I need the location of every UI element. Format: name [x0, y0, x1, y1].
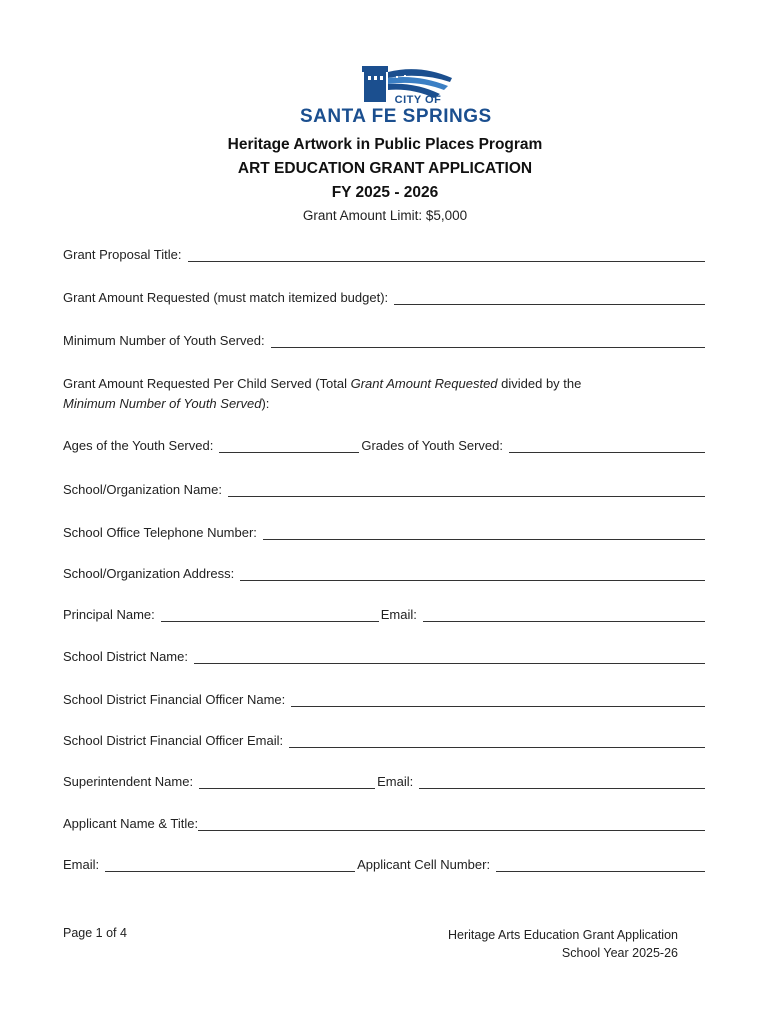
min-youth-label: Minimum Number of Youth Served: — [63, 333, 265, 348]
fin-email-blank[interactable] — [289, 733, 705, 748]
org-address-field[interactable] — [63, 564, 705, 584]
applicant-email-blank[interactable] — [105, 857, 355, 872]
ages-label: Ages of the Youth Served: — [63, 438, 214, 453]
superintendent-field[interactable] — [63, 772, 705, 792]
org-name-label: School/Organization Name: — [63, 482, 222, 497]
office-phone-blank[interactable] — [263, 525, 705, 540]
principal-email-label: Email: — [380, 607, 417, 622]
grant-limit: Grant Amount Limit: $5,000 — [302, 208, 468, 223]
logo-city-name: SANTA FE SPRINGS — [300, 106, 492, 127]
per-child-field[interactable] — [63, 374, 705, 414]
ages-blank[interactable] — [219, 438, 359, 453]
district-blank[interactable] — [194, 649, 705, 664]
fin-officer-field[interactable] — [63, 690, 705, 710]
applicant-field[interactable] — [63, 814, 705, 834]
footer-doc-info — [448, 926, 678, 962]
super-email-label: Email: — [377, 774, 414, 789]
office-phone-label: School Office Telephone Number: — [63, 525, 257, 540]
program-title: Heritage Artwork in Public Places Program — [227, 136, 543, 153]
superintendent-blank[interactable] — [199, 774, 375, 789]
superintendent-label: Superintendent Name: — [63, 774, 194, 789]
page-number: Page 1 of 4 — [63, 926, 127, 940]
principal-label: Principal Name: — [63, 607, 155, 622]
footer-school-year: School Year 2025-26 — [561, 946, 678, 960]
proposal-title-field[interactable] — [63, 245, 705, 265]
fin-officer-blank[interactable] — [291, 692, 705, 707]
grades-blank[interactable] — [509, 438, 705, 453]
applicant-label: Applicant Name & Title: — [63, 816, 199, 831]
org-name-field[interactable] — [63, 480, 705, 500]
application-title: ART EDUCATION GRANT APPLICATION — [237, 160, 533, 177]
org-address-label: School/Organization Address: — [63, 566, 235, 581]
fiscal-year: FY 2025 - 2026 — [331, 184, 439, 201]
office-phone-field[interactable] — [63, 523, 705, 543]
cell-blank[interactable] — [496, 857, 705, 872]
principal-field[interactable] — [63, 605, 705, 625]
ages-grades-field[interactable] — [63, 436, 705, 456]
proposal-title-blank[interactable] — [188, 247, 706, 262]
city-logo — [300, 64, 492, 130]
applicant-contact-field[interactable] — [63, 855, 705, 875]
applicant-blank[interactable] — [198, 816, 705, 831]
super-email-blank[interactable] — [419, 774, 705, 789]
org-address-blank[interactable] — [240, 566, 705, 581]
principal-blank[interactable] — [161, 607, 379, 622]
fin-email-label: School District Financial Officer Email: — [63, 733, 284, 748]
min-youth-field[interactable] — [63, 331, 705, 351]
per-child-line2: Minimum Number of Youth Served): — [63, 396, 270, 411]
district-label: School District Name: — [63, 649, 188, 664]
min-youth-blank[interactable] — [271, 333, 705, 348]
amount-requested-blank[interactable] — [394, 290, 705, 305]
cell-label: Applicant Cell Number: — [357, 857, 491, 872]
amount-requested-label: Grant Amount Requested (must match itemized budget): — [63, 290, 389, 305]
amount-requested-field[interactable] — [63, 288, 705, 308]
grades-label: Grades of Youth Served: — [361, 438, 503, 453]
principal-email-blank[interactable] — [423, 607, 705, 622]
logo-city-of: CITY OF — [394, 94, 442, 106]
fin-email-field[interactable] — [63, 731, 705, 751]
applicant-email-label: Email: — [63, 857, 100, 872]
proposal-title-label: Grant Proposal Title: — [63, 247, 182, 262]
org-name-blank[interactable] — [228, 482, 705, 497]
per-child-line1: Grant Amount Requested Per Child Served (Total Grant Amount Requested divided by the — [63, 376, 582, 391]
fin-officer-label: School District Financial Officer Name: — [63, 692, 286, 707]
district-field[interactable] — [63, 647, 705, 667]
footer-doc-title: Heritage Arts Education Grant Application — [448, 928, 678, 942]
